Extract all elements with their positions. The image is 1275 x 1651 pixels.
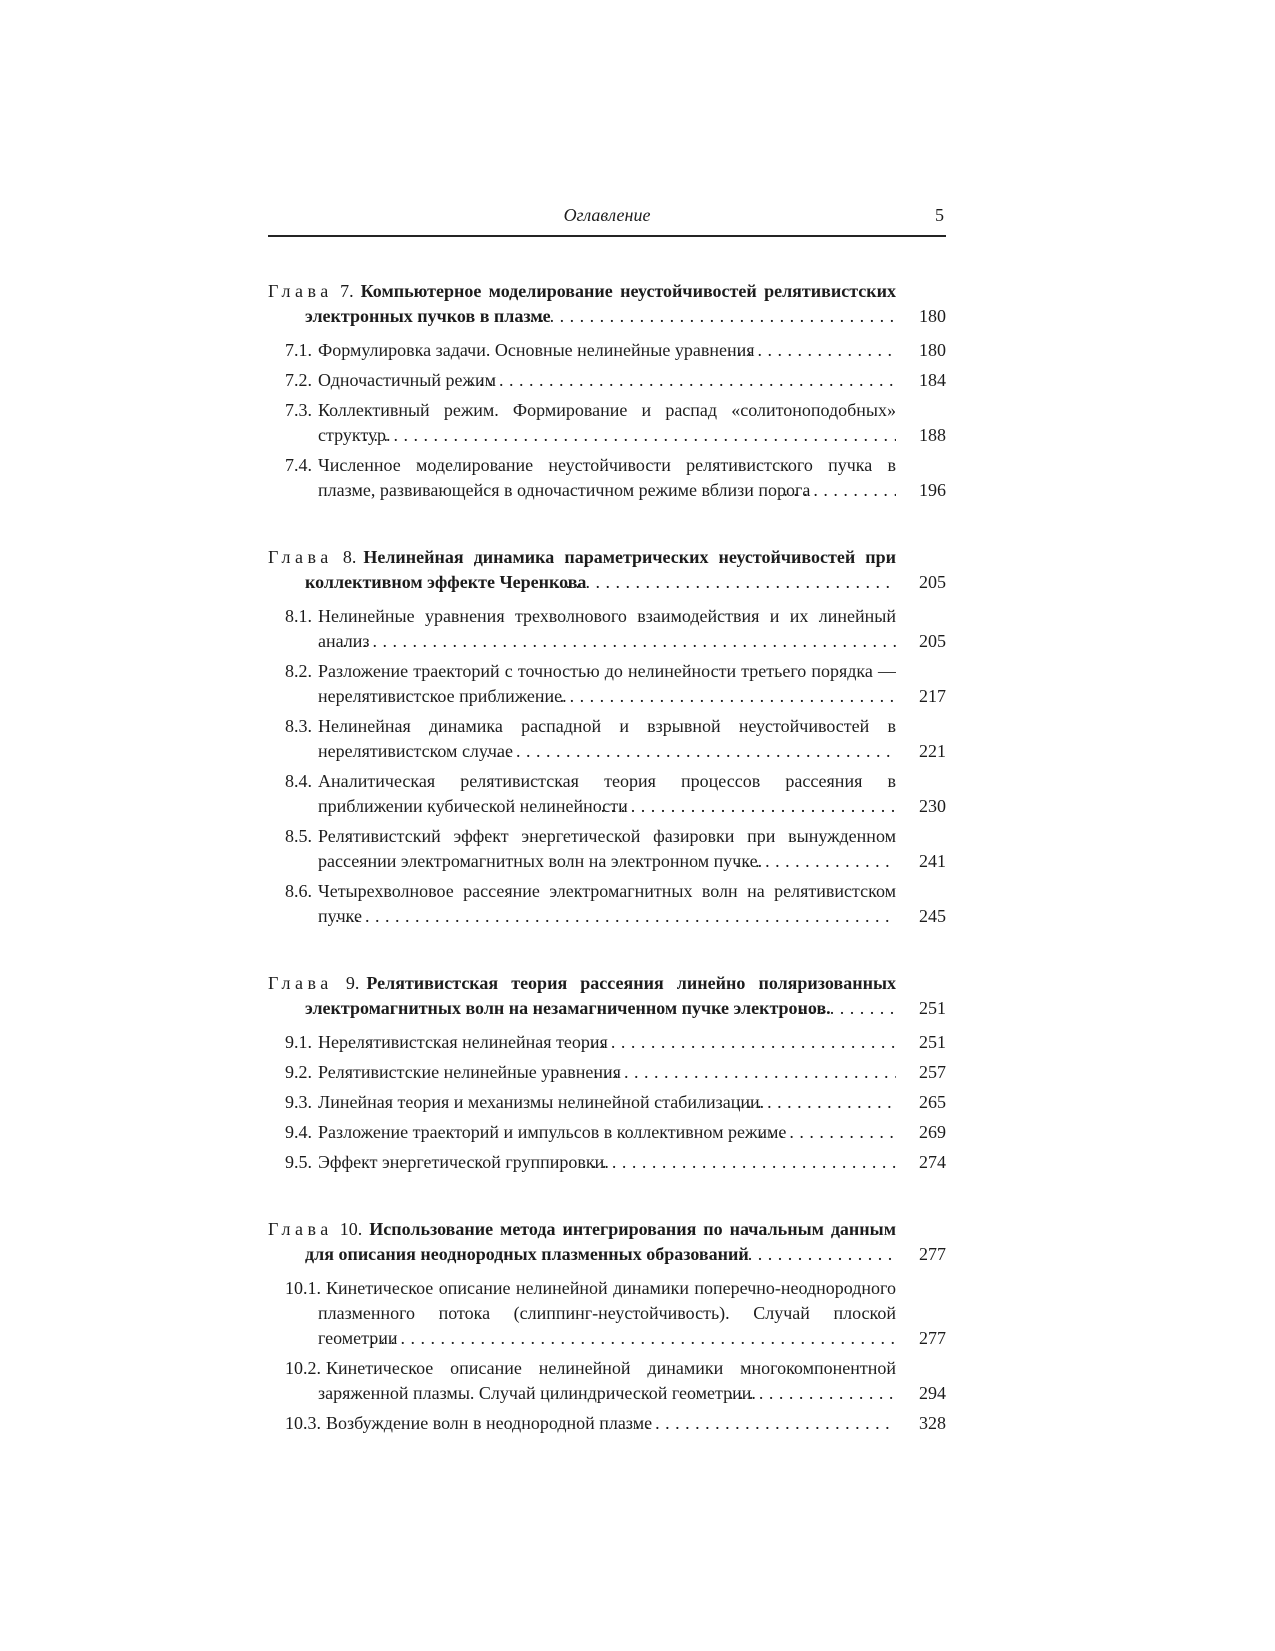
toc-section-text [268, 1060, 896, 1085]
page-number-folio: 5 [935, 205, 944, 225]
toc-section-text [268, 1356, 896, 1406]
toc-section-entry [268, 604, 946, 654]
chapter-label-number: 10. [339, 1219, 363, 1239]
section-page-number: 188 [919, 425, 946, 445]
dot-leader [573, 684, 896, 709]
section-title: Релятивистские нелинейные уравнения [318, 1062, 621, 1082]
chapter-label-word: Глава [268, 1219, 333, 1239]
toc-section-text [268, 1276, 896, 1351]
toc-section-entry [268, 1150, 946, 1175]
section-title: Аналитическая релятивистская теория процессов рассеяния в приближении кубической нелинейности [318, 771, 896, 816]
chapter-page-number: 251 [919, 998, 946, 1018]
section-page-number: 328 [919, 1413, 946, 1433]
section-title: Разложение траекторий с точностью до нелинейности третьего порядка — нерелятивистское приближение. [318, 661, 896, 706]
section-title: Кинетическое описание нелинейной динамики многокомпонентной заряженной плазмы. Случай цилиндрической геометрии. [318, 1358, 896, 1403]
section-title: Возбуждение волн в неоднородной плазме [326, 1413, 653, 1433]
toc-section-entry [268, 714, 946, 764]
section-number: 9.2. [285, 1062, 312, 1082]
section-page-number: 230 [919, 796, 946, 816]
chapter-page-number: 205 [919, 572, 946, 592]
toc-chapter-text [268, 279, 896, 329]
section-page-number: 245 [919, 906, 946, 926]
section-page-number: 221 [919, 741, 946, 761]
section-number: 9.4. [285, 1122, 312, 1142]
dot-leader [770, 1090, 896, 1115]
chapter-title: Компьютерное моделирование неустойчивостей релятивистских электронных пучков в плазме [305, 281, 896, 326]
toc-section-entry [268, 1276, 946, 1351]
toc-section-text [268, 1120, 896, 1145]
section-page-number: 184 [919, 370, 946, 390]
section-number: 9.1. [285, 1032, 312, 1052]
toc-section-entry [268, 1060, 946, 1085]
section-title: Нелинейные уравнения трехволнового взаимодействия и их линейный анализ [318, 606, 896, 651]
toc-chapter-text [268, 1217, 896, 1267]
dot-leader [792, 1120, 896, 1145]
toc-section-entry [268, 1411, 946, 1436]
dot-leader [658, 1411, 896, 1436]
running-head [268, 202, 946, 237]
toc-chapter [268, 279, 946, 503]
toc-section-entry [268, 1090, 946, 1115]
toc-page-column [268, 202, 946, 1441]
toc-section-entry [268, 338, 946, 363]
section-title: Формулировка задачи. Основные нелинейные уравнения [318, 340, 755, 360]
section-title: Релятивистский эффект энергетической фазировки при вынужденном рассеянии электромагнитных волн на электронном пучке. [318, 826, 896, 871]
toc-section-entry [268, 1120, 946, 1145]
dot-leader [404, 1326, 896, 1351]
chapter-label [268, 973, 366, 993]
toc-section-entry [268, 659, 946, 709]
dot-leader [614, 1030, 896, 1055]
toc-section-text [268, 604, 896, 654]
section-number: 8.4. [285, 771, 312, 791]
toc-section-text [268, 368, 896, 393]
toc-chapter-sections [268, 1030, 946, 1175]
dot-leader [816, 478, 896, 503]
section-number: 8.1. [285, 606, 312, 626]
toc-chapter-heading [268, 1217, 946, 1267]
section-number: 10.2. [285, 1358, 321, 1378]
toc-section-entry [268, 398, 946, 448]
toc-list [268, 279, 946, 1436]
chapter-title: Использование метода интегрирования по начальным данным для описания неоднородных плазменных образований [305, 1219, 896, 1264]
section-number: 9.3. [285, 1092, 312, 1112]
chapter-label [268, 547, 363, 567]
chapter-label-word: Глава [268, 973, 333, 993]
dot-leader [768, 849, 896, 874]
dot-leader [627, 1060, 896, 1085]
section-title: Эффект энергетической группировки. [318, 1152, 609, 1172]
dot-leader [615, 1150, 896, 1175]
dot-leader [368, 904, 896, 929]
toc-section-text [268, 1030, 896, 1055]
chapter-title: Нелинейная динамика параметрических неустойчивостей при коллективном эффекте Черенкова [305, 547, 896, 592]
running-head-title: Оглавление [563, 205, 651, 225]
section-title: Нерелятивистская нелинейная теория [318, 1032, 608, 1052]
toc-section-text [268, 398, 896, 448]
section-page-number: 294 [919, 1383, 946, 1403]
section-page-number: 251 [919, 1032, 946, 1052]
toc-chapter-heading [268, 545, 946, 595]
toc-section-text [268, 1090, 896, 1115]
chapter-label-number: 7. [340, 281, 354, 301]
toc-section-text [268, 769, 896, 819]
section-number: 8.2. [285, 661, 312, 681]
section-number: 10.1. [285, 1278, 321, 1298]
toc-chapter [268, 971, 946, 1175]
chapter-page-number: 277 [919, 1244, 946, 1264]
dot-leader [557, 304, 896, 329]
section-number: 7.1. [285, 340, 312, 360]
dot-leader [837, 996, 896, 1021]
toc-chapter-text [268, 971, 896, 1021]
toc-section-entry [268, 1356, 946, 1406]
section-number: 8.3. [285, 716, 312, 736]
toc-section-text [268, 824, 896, 874]
toc-chapter [268, 1217, 946, 1436]
dot-leader [761, 338, 896, 363]
toc-chapter-heading [268, 279, 946, 329]
toc-chapter-sections [268, 604, 946, 929]
toc-section-text [268, 1150, 896, 1175]
section-number: 7.4. [285, 455, 312, 475]
toc-chapter-sections [268, 1276, 946, 1436]
dot-leader [755, 1242, 896, 1267]
section-number: 7.2. [285, 370, 312, 390]
toc-section-entry [268, 368, 946, 393]
section-page-number: 277 [919, 1328, 946, 1348]
dot-leader [502, 368, 896, 393]
toc-section-text [268, 714, 896, 764]
section-page-number: 217 [919, 686, 946, 706]
toc-section-text [268, 453, 896, 503]
toc-chapter-sections [268, 338, 946, 503]
section-title: Одночастичный режим [318, 370, 496, 390]
dot-leader [376, 629, 897, 654]
dot-leader [396, 423, 896, 448]
dot-leader [592, 570, 896, 595]
section-number: 9.5. [285, 1152, 312, 1172]
chapter-label-word: Глава [268, 281, 333, 301]
toc-section-text [268, 1411, 896, 1436]
toc-section-entry [268, 879, 946, 929]
dot-leader [634, 794, 896, 819]
section-page-number: 274 [919, 1152, 946, 1172]
toc-section-text [268, 879, 896, 929]
section-number: 10.3. [285, 1413, 321, 1433]
toc-section-entry [268, 453, 946, 503]
section-page-number: 265 [919, 1092, 946, 1112]
toc-section-entry [268, 1030, 946, 1055]
toc-section-entry [268, 769, 946, 819]
chapter-page-number: 180 [919, 306, 946, 326]
dot-leader [519, 739, 896, 764]
section-title: Численное моделирование неустойчивости релятивистского пучка в плазме, развивающейся в одночастичном режиме вблизи порога [318, 455, 896, 500]
toc-chapter-heading [268, 971, 946, 1021]
toc-section-text [268, 659, 896, 709]
section-number: 7.3. [285, 400, 312, 420]
section-page-number: 196 [919, 480, 946, 500]
section-page-number: 269 [919, 1122, 946, 1142]
section-title: Линейная теория и механизмы нелинейной стабилизации. [318, 1092, 765, 1112]
chapter-label-number: 8. [342, 547, 357, 567]
section-number: 8.6. [285, 881, 312, 901]
section-page-number: 257 [919, 1062, 946, 1082]
toc-section-entry [268, 824, 946, 874]
section-title: Коллективный режим. Формирование и распад «солитоноподобных» структур. [318, 400, 896, 445]
section-title: Четырехволновое рассеяние электромагнитных волн на релятивистском пучке [318, 881, 896, 926]
section-number: 8.5. [285, 826, 312, 846]
toc-section-text [268, 338, 896, 363]
section-title: Разложение траекторий и импульсов в коллективном режиме [318, 1122, 787, 1142]
section-title: Кинетическое описание нелинейной динамики поперечно-неоднородного плазменного потока (слиппинг-неустойчивость). Случай плоской геометрии [318, 1278, 896, 1348]
toc-chapter [268, 545, 946, 929]
chapter-label [268, 1219, 369, 1239]
chapter-label-number: 9. [345, 973, 360, 993]
section-title: Нелинейная динамика распадной и взрывной неустойчивостей в нерелятивистском случае [318, 716, 896, 761]
section-page-number: 241 [919, 851, 946, 871]
section-page-number: 180 [919, 340, 946, 360]
chapter-label-word: Глава [268, 547, 333, 567]
chapter-title: Релятивистская теория рассеяния линейно поляризованных электромагнитных волн на незамагниченном пучке электронов. [305, 973, 896, 1018]
toc-chapter-text [268, 545, 896, 595]
dot-leader [762, 1381, 896, 1406]
chapter-label [268, 281, 361, 301]
section-page-number: 205 [919, 631, 946, 651]
